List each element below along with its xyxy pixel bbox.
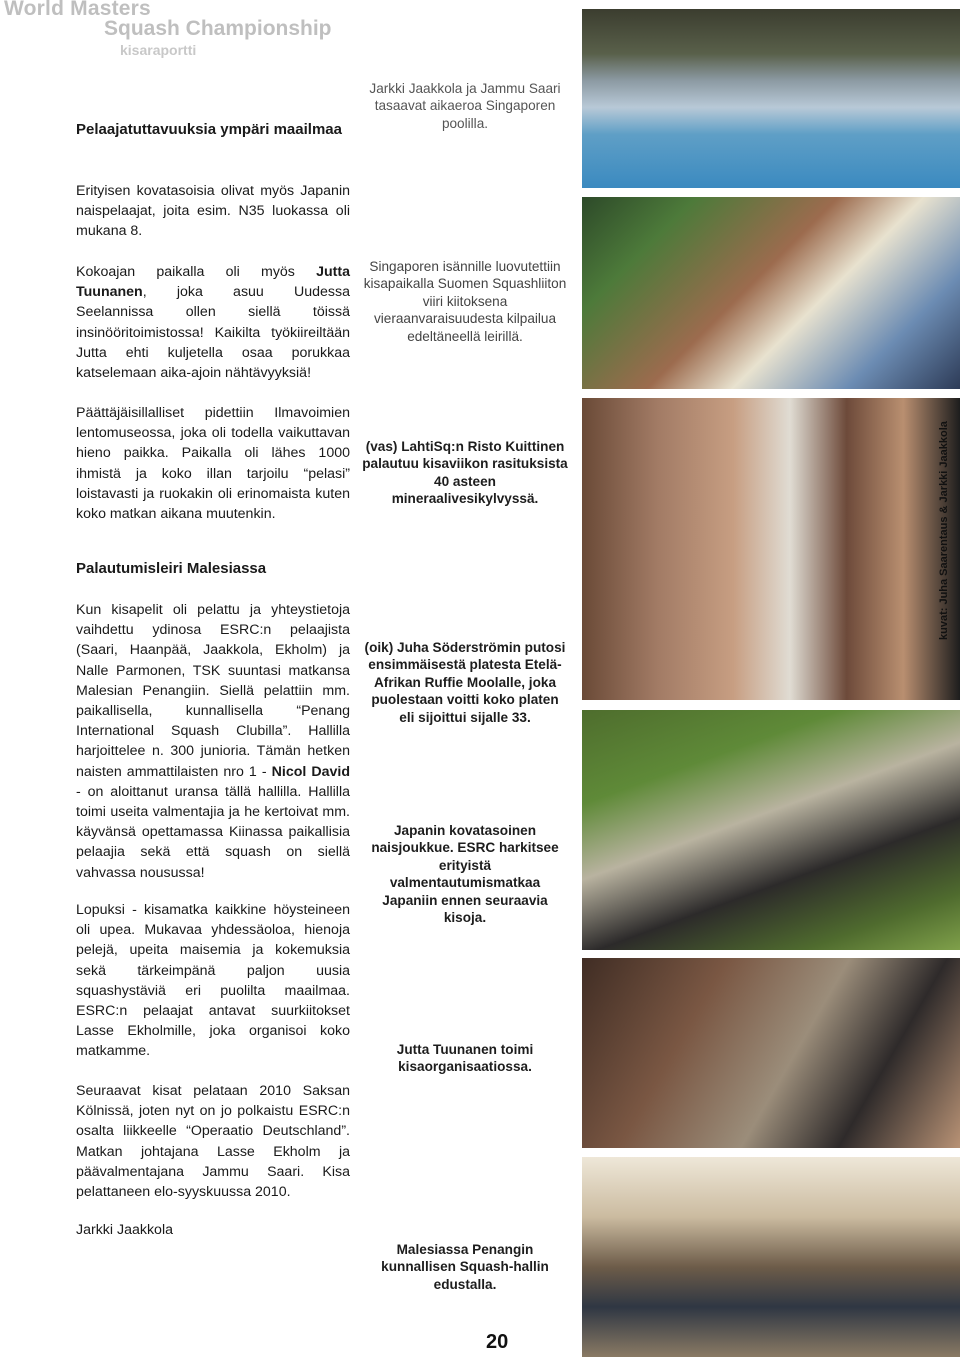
paragraph-text: Kokoajan paikalla oli myös: [76, 264, 317, 280]
paragraph-text: Erityisen kovatasoisia olivat myös Japanin naispelaajat, joita esim. N35 luokassa oli mukana 8.: [76, 183, 350, 240]
paragraph-penang: [76, 600, 350, 883]
header-title-line1: World Masters: [4, 0, 151, 20]
photo-flag-handover: [582, 197, 960, 389]
page-number: 20: [486, 1331, 509, 1353]
caption-juha-match: (oik) Juha Söderströmin putosi ensimmäisestä platesta Etelä-Afrikan Ruffie Moolalle, joka puolestaan voitti koko platen eli sijoittui sijalle 33.: [364, 640, 566, 725]
photo-japan-team-club: [582, 710, 960, 950]
paragraph-next-games: [76, 1081, 350, 1202]
photo-penang-squash-hall: [582, 1157, 960, 1357]
caption-jutta-org: Jutta Tuunanen toimi kisaorganisaatiossa.: [396, 1042, 534, 1075]
paragraph-text: , joka asuu Uudessa Seelannissa ollen siellä töissä insinööritoimistossa! Kaikilta työkiireiltään Jutta ehti kuljetella osaa porukkaa katselemaan aika-ajoin nähtävyyksiä!: [76, 284, 350, 382]
section-title-malaysia-camp: Palautumisleiri Malesiassa: [76, 560, 267, 577]
person-name-jutta: Jutta Tuunanen: [76, 264, 350, 301]
header-subtitle: kisaraportti: [120, 42, 197, 58]
section-title-player-acquaintances: Pelaajatuttavuuksia ympäri maailmaa: [76, 121, 342, 138]
person-name-nicol-david: Nicol David: [271, 763, 351, 780]
paragraph-text: - on aloittanut uransa tällä hallilla. Hallilla toimi useita valmentajia ja he kertoivat mm. käyvänsä opettamassa Kiinassa paikallisia pelaajia sekä että squash on siellä vahvassa nousussa!: [76, 783, 350, 881]
photo-jutta-organisation: [582, 958, 960, 1148]
paragraph-jutta: [76, 262, 350, 383]
paragraph-japan-players: [76, 181, 350, 242]
photo-singapore-pool: [582, 9, 960, 188]
caption-flag-handover: Singaporen isännille luovutettiin kisapaikalla Suomen Squashliiton viiri kiitoksena vieraanvaraisuudesta kilpailua edeltäneellä leirillä.: [363, 259, 567, 344]
paragraph-text: Lopuksi - kisamatka kaikkine höysteineen oli upea. Mukavaa yhdessäoloa, hienoja pelejä, upeita maisemia ja kokemuksia sekä tärkeimpänä paljon uusia squashystäviä eri puolilta maailmaa. ESRC:n pelaajat antavat suurkiitokset Lasse Ekholmille, joka organisoi koko matkamme.: [76, 902, 350, 1060]
caption-japan-team: Japanin kovatasoinen naisjoukkue. ESRC harkitsee erityistä valmentautumismatkaa Japaniin ennen seuraavia kisoja.: [371, 823, 559, 926]
paragraph-closing-dinner: [76, 403, 350, 524]
paragraph-text: Päättäjäisillalliset pidettiin Ilmavoimien lentomuseossa, joka oli todella vaikuttavan hieno paikka. Paikalla oli lähes 1000 ihmistä ja koko illan tarjoilu “pelasi” loistavasti ja ruokakin oli erinomaista kuten koko matkan aikana muutenkin.: [76, 405, 350, 523]
header-title-line2: Squash Championship: [104, 17, 332, 40]
signature-text: Jarkki Jaakkola: [76, 1222, 173, 1238]
caption-penang-hall: Malesiassa Penangin kunnallisen Squash-hallin edustalla.: [381, 1242, 549, 1292]
author-signature: [76, 1220, 350, 1240]
caption-risto-bath: (vas) LahtiSq:n Risto Kuittinen palautuu kisaviikon rasituksista 40 asteen mineraalivesikylvyssä.: [362, 439, 568, 507]
paragraph-text: Kun kisapelit oli pelattu ja yhteystietoja vaihdettu ydinosa ESRC:n pelaajista (Saari, Haanpää, Jaakkola, Ekholm) ja Nalle Parmonen, TSK suuntasi matkansa Malesian Penangiin. Siellä pelattiin mm. paikallisella, kunnallisella “Penang International Squash Clubilla”. Hallilla harjoittelee n. 300 junioria. Tämän hetken naisten ammattilaisten nro 1 -: [76, 602, 350, 780]
photo-bath-and-squash-player: [582, 398, 960, 700]
caption-pool: Jarkki Jaakkola ja Jammu Saari tasaavat aikaeroa Singaporen poolilla.: [369, 81, 561, 131]
photo-credit: kuvat: Juha Saarentaus & Jarkki Jaakkola: [938, 421, 950, 640]
paragraph-text: Seuraavat kisat pelataan 2010 Saksan Kölnissä, joten nyt on jo polkaistu ESRC:n osalta liikkeelle “Operaatio Deutschland”. Matkan johtajana Lasse Ekholm ja päävalmentajana Jammu Saari. Kisa pelattaneen elo-syyskuussa 2010.: [76, 1083, 350, 1201]
paragraph-summary: [76, 900, 350, 1062]
